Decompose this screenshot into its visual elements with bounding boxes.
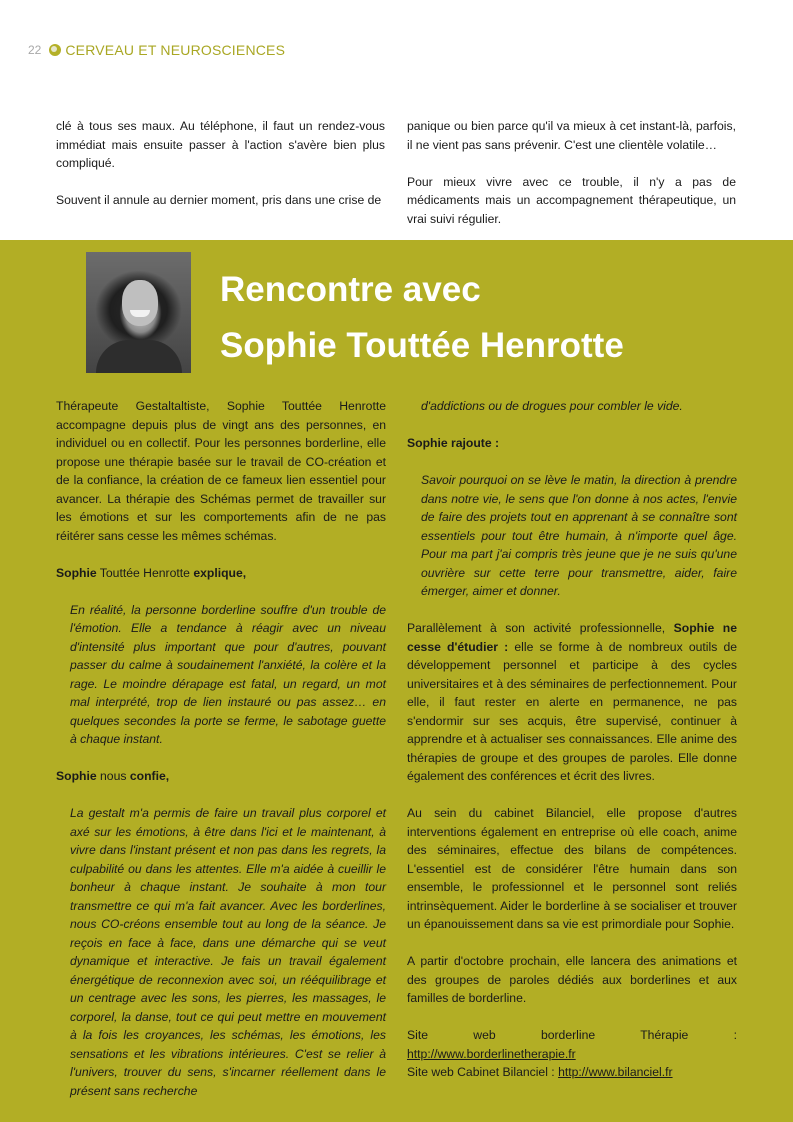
paragraph: panique ou bien parce qu'il va mieux à cet instant-là, parfois, il ne vient pas sans prévenir. C'est une clientèle volatile… bbox=[407, 119, 736, 152]
headline-line-1: Rencontre avec bbox=[220, 270, 481, 309]
section-title: CERVEAU ET NEUROSCIENCES bbox=[65, 42, 286, 58]
website-line bbox=[407, 1026, 737, 1063]
article-left-column bbox=[56, 397, 386, 1119]
paragraph: Souvent il annule au dernier moment, pris dans une crise de bbox=[56, 193, 382, 207]
lead-verb: confie, bbox=[129, 769, 170, 783]
website-line bbox=[407, 1063, 737, 1082]
paragraph-rest: elle se forme à de nombreux outils de développement personnel et participe à des cycles universitaires et à des séminaires de perfectionnement. Pour elle, il faut rester en alerte en permanence, ne pas s'endormir sur ses acquis, être supervisé, continuer à apprendre et à actualiser ses connaissances. Elle anime des thérapies de groupe et des groupes de paroles. Elle donne également des conférences et écrit des livres. bbox=[407, 639, 737, 783]
paragraph: Pour mieux vivre avec ce trouble, il n'y a pas de médicaments mais un accompagnement thérapeutique, un vrai suivi régulier. bbox=[407, 174, 736, 226]
intro-paragraph: Thérapeute Gestaltaltiste, Sophie Touttée Henrotte accompagne depuis plus de vingt ans des personnes, en individuel ou en collectif. Pour les personnes borderline, elle propose une thérapie basée sur le travail de CO-création et de la confiance, la création de ce fameux lien essentiel pour avancer. La thérapie des Schémas permet de travailler sur les émotions et sur les comportements afin de ne pas réitérer sans cesse les mêmes schémas. bbox=[56, 399, 386, 543]
paragraph: clé à tous ses maux. Au téléphone, il faut un rendez-vous immédiat mais ensuite passer à l'action s'avère bien plus compliqué. bbox=[56, 119, 385, 170]
website-link-borderline[interactable]: http://www.borderlinetherapie.fr bbox=[407, 1046, 576, 1061]
website-label: Site web borderline Thérapie : bbox=[407, 1028, 737, 1042]
top-right-column bbox=[407, 117, 736, 247]
feature-headline bbox=[220, 262, 624, 374]
portrait-photo bbox=[86, 252, 191, 373]
quote-continuation: d'addictions ou de drogues pour combler le vide. bbox=[421, 399, 683, 413]
quote-paragraph: En réalité, la personne borderline souffre d'un trouble de l'émotion. Elle a tendance à réagir avec un niveau d'intensité plus important que pour d'autres, pouvant passer du calme à soudainement l'anxiété, la colère et la rage. Le moindre dérapage est fatal, un regard, un mot mal interprété, trop de lien instauré ou pas assez… en quelques secondes la porte se ferme, le sabotage guette à chaque instant. bbox=[70, 602, 386, 746]
circle-logo-icon bbox=[49, 44, 61, 56]
quote-paragraph: La gestalt m'a permis de faire un travail plus corporel et axé sur les émotions, à être dans l'ici et le maintenant, à vivre dans l'instant présent et non pas dans les regrets, la culpabilité ou dans les attentes. Elle m'a aidée à cueillir le bonheur à chaque instant. Je souhaite à mon tour transmettre ce qui m'a fait avancer. Avec les borderlines, nous CO-créons ensemble tout au long de la séance. Je reçois en face à face, dans une démarche qui se veut dynamique et interactive. Je fais un travail également énergétique de reconnexion avec soi, un rééquilibrage et un centrage avec les sons, les pierres, les massages, le corporel, la danse, tout ce qui peut mettre en mouvement à la fois les croyances, les schémas, les émotions, les sensations et les vibrations intérieures. C'est se relier à l'univers, trouver du sens, s'incarner réellement dans le présent sans recherche bbox=[70, 806, 386, 1098]
article-right-column bbox=[407, 397, 737, 1082]
lead-name: Sophie bbox=[56, 769, 97, 783]
quote-paragraph: Savoir pourquoi on se lève le matin, la direction à prendre dans notre vie, le sens que l'on donne à nos actes, l'envie de faire des projets tout en apprenant à se connaître sont essentiels pour tout être humain, à n'importe quel âge. Pour ma part j'ai compris très jeune que je ne suis qu'une ouvrière sur cette terre pour transmettre, aider, faire émerger, aimer et donner. bbox=[421, 473, 737, 598]
paragraph-start: Parallèlement à son activité professionnelle, bbox=[407, 621, 674, 635]
lead-line bbox=[56, 767, 386, 786]
paragraph: Au sein du cabinet Bilanciel, elle propose d'autres interventions également en entreprise où elle coach, anime des séminaires, effectue des bilans de compétences. L'essentiel est de considérer l'être humain dans son ensemble, le professionnel et le personnel sont reliés intrinsèquement. Aider le borderline à se socialiser et trouver un épanouissement dans sa vie est primordiale pour Sophie. bbox=[407, 806, 737, 931]
website-link-bilanciel[interactable]: http://www.bilanciel.fr bbox=[558, 1065, 673, 1079]
lead-line bbox=[407, 434, 737, 453]
top-left-column bbox=[56, 117, 385, 228]
lead-text: Sophie rajoute : bbox=[407, 436, 500, 450]
page-header bbox=[28, 41, 285, 59]
emphasis-text: Sophie ne cesse d'étudier : bbox=[407, 621, 737, 654]
lead-mid: nous bbox=[96, 769, 130, 783]
lead-line bbox=[56, 564, 386, 583]
portrait-shoulders bbox=[96, 340, 182, 373]
page-number: 22 bbox=[28, 43, 42, 57]
paragraph: A partir d'octobre prochain, elle lancera des animations et des groupes de paroles dédiés aux borderlines et aux familles de borderline. bbox=[407, 954, 737, 1005]
lead-name: Sophie bbox=[56, 565, 97, 580]
lead-mid: Touttée Henrotte bbox=[96, 565, 194, 580]
lead-verb: explique, bbox=[193, 565, 247, 580]
portrait-face bbox=[122, 280, 158, 326]
website-label: Site web Cabinet Bilanciel : bbox=[407, 1065, 559, 1079]
paragraph bbox=[407, 619, 737, 786]
headline-line-2: Sophie Touttée Henrotte bbox=[220, 326, 624, 365]
